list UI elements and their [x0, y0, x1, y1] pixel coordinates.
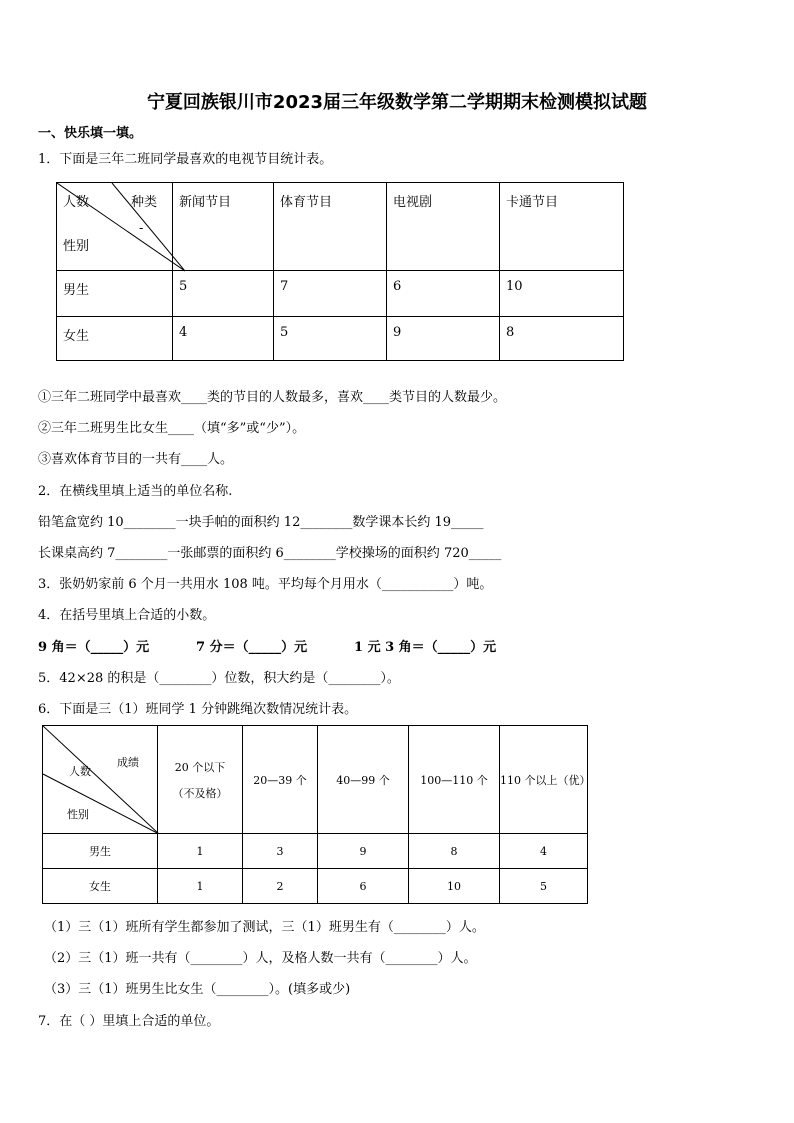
q6-sub-3: （3）三（1）班男生比女生（________）。(填多或少): [44, 982, 351, 997]
q4-item-c: 1 元 3 角＝（_____）元: [354, 640, 497, 655]
q1-sub-1: ①三年二班同学中最喜欢____类的节目的人数最多，喜欢____类节目的人数最少。: [38, 390, 507, 405]
corner-label-grade: 成绩: [117, 756, 139, 769]
diagonal-lines: [43, 726, 159, 834]
q6-sub-2: （2）三（1）班一共有（________）人，及格人数一共有（________）人。: [44, 951, 477, 966]
q4-item-b: 7 分＝（_____）元: [196, 640, 308, 655]
table-cell: 7: [274, 271, 387, 317]
column-header: 40—99 个: [318, 726, 409, 834]
table-cell: 5: [173, 271, 274, 317]
table-cell: 10: [409, 869, 500, 904]
question-3: 3．张奶奶家前 6 个月一共用水 108 吨。平均每个月用水（___________）吨。: [38, 577, 493, 592]
question-5: 5．42×28 的积是（________）位数，积大约是（________）。: [38, 671, 400, 686]
column-header: 100—110 个: [409, 726, 500, 834]
question-2: 2．在横线里填上适当的单位名称.: [38, 484, 233, 499]
question-6: 6．下面是三（1）班同学 1 分钟跳绳次数情况统计表。: [38, 702, 358, 717]
table-cell: 1: [158, 834, 243, 869]
table-cell: 9: [318, 834, 409, 869]
corner-label-gender: 性别: [63, 239, 90, 254]
table-cell: 1: [158, 869, 243, 904]
corner-label-count: 人数: [63, 195, 90, 210]
column-header-line: （不及格）: [172, 786, 228, 800]
column-header: 20—39 个: [243, 726, 318, 834]
q1-sub-3: ③喜欢体育节目的一共有____人。: [38, 452, 234, 467]
section-heading: 一、快乐填一填。: [38, 126, 143, 141]
page-title: 宁夏回族银川市2023届三年级数学第二学期期末检测模拟试题: [146, 92, 648, 113]
question-4: 4．在括号里填上合适的小数。: [38, 608, 216, 623]
table-cell: 6: [387, 271, 500, 317]
table-corner-header: [43, 726, 158, 834]
column-header: 110 个以上（优）: [500, 726, 588, 834]
table-cell: 6: [318, 869, 409, 904]
column-header: 体育节目: [274, 183, 387, 271]
row-label: 男生: [43, 834, 158, 869]
q4-item-a: 9 角＝（_____）元: [38, 640, 150, 655]
q2-line-2: 长课桌高约 7________一张邮票的面积约 6________学校操场的面积约 720_____: [38, 546, 502, 561]
q6-sub-1: （1）三（1）班所有学生都参加了测试，三（1）班男生有（________）人。: [44, 920, 485, 935]
table-cell: 5: [500, 869, 588, 904]
corner-label-gender: 性别: [67, 808, 89, 821]
table-cell: 4: [500, 834, 588, 869]
tv-program-table: [56, 182, 624, 361]
q1-sub-2: ②三年二班男生比女生____（填“多”或“少”）。: [38, 421, 306, 436]
column-header: [158, 726, 243, 834]
rope-skipping-table: [42, 725, 591, 904]
table-cell: 9: [387, 317, 500, 361]
corner-label-mark: -: [139, 221, 144, 236]
column-header: 新闻节目: [173, 183, 274, 271]
table-cell: 10: [500, 271, 624, 317]
column-header: 卡通节目: [500, 183, 624, 271]
table-corner-header: [57, 183, 173, 271]
q2-line-1: 铅笔盒宽约 10________一块手帕的面积约 12________数学课本长约 19_____: [38, 515, 484, 530]
table-row: [43, 834, 588, 869]
column-header: 电视剧: [387, 183, 500, 271]
corner-label-type: 种类: [131, 195, 158, 210]
table-cell: 2: [243, 869, 318, 904]
table-row: [57, 317, 624, 361]
table-row: [43, 869, 588, 904]
table-cell: 3: [243, 834, 318, 869]
table-cell: 8: [409, 834, 500, 869]
corner-label-count: 人数: [69, 765, 91, 778]
table-row: [57, 271, 624, 317]
row-label: 女生: [43, 869, 158, 904]
row-label: 女生: [57, 317, 173, 361]
column-header-line: 20 个以下: [174, 760, 226, 774]
question-1: 1．下面是三年二班同学最喜欢的电视节目统计表。: [38, 152, 333, 167]
table-cell: 5: [274, 317, 387, 361]
row-label: 男生: [57, 271, 173, 317]
table-cell: 4: [173, 317, 274, 361]
table-cell: 8: [500, 317, 624, 361]
question-7: 7．在（ ）里填上合适的单位。: [38, 1014, 220, 1029]
